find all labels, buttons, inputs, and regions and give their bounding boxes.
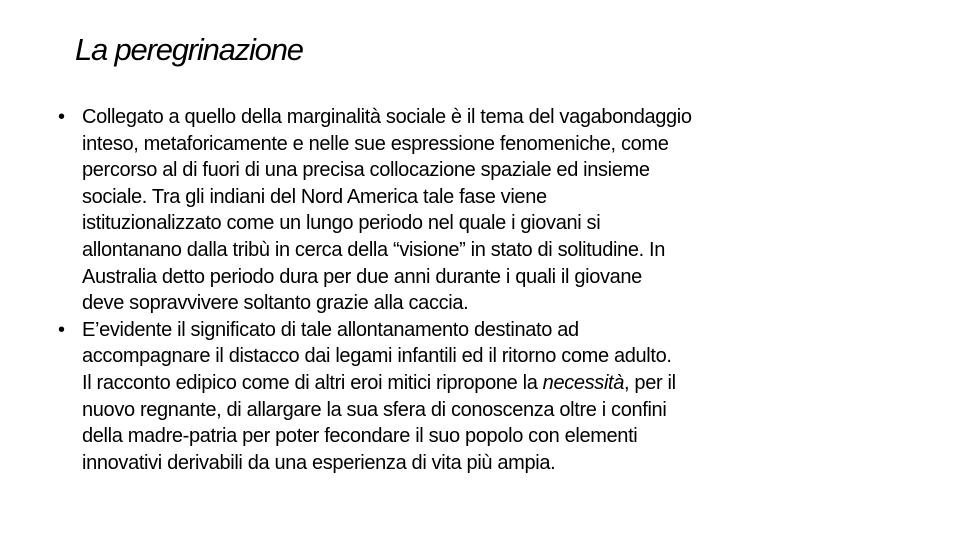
bullet-1-line-7: Australia detto periodo dura per due anni durante i quali il giovane [82, 265, 642, 288]
bullet-item [58, 104, 898, 317]
bullet-item [58, 317, 898, 477]
slide-body [58, 104, 898, 476]
bullet-1-line-1: Collegato a quello della marginalità sociale è il tema del vagabondaggio [82, 106, 692, 128]
bullet-1-line-2: inteso, metaforicamente e nelle sue espressione fenomeniche, come [82, 132, 669, 155]
bullet-2-line-1: E’evidente il significato di tale allontanamento destinato ad [82, 318, 579, 341]
bullet-2-line-3-end: , per il [624, 371, 676, 394]
bullet-2-line-4: nuovo regnante, di allargare la sua sfera di conoscenza oltre i confini [82, 398, 667, 421]
bullet-marker: • [58, 106, 65, 128]
bullet-2-line-3-start: Il racconto edipico come di altri eroi mitici ripropone la [82, 371, 543, 394]
bullet-1-line-8: deve sopravvivere soltanto grazie alla caccia. [82, 292, 469, 315]
bullet-1-line-6: allontanano dalla tribù in cerca della “visione” in stato di solitudine. In [82, 238, 665, 261]
slide-title: La peregrinazione [75, 32, 303, 67]
bullet-1-line-3: percorso al di fuori di una precisa collocazione spaziale ed insieme [82, 159, 650, 182]
emphasis-necessita: necessità [542, 371, 625, 394]
bullet-2-line-2: accompagnare il distacco dai legami infantili ed il ritorno come adulto. [82, 345, 672, 368]
bullet-1-line-5: istituzionalizzato come un lungo periodo nel quale i giovani si [82, 212, 601, 235]
bullet-2-line-6: innovativi derivabili da una esperienza di vita più ampia. [82, 451, 556, 474]
bullet-marker: • [58, 318, 65, 341]
bullet-1-line-4: sociale. Tra gli indiani del Nord America tale fase viene [82, 185, 547, 208]
bullet-2-line-5: della madre-patria per poter fecondare il suo popolo con elementi [82, 425, 638, 448]
bullet-2-line-3 [82, 370, 898, 397]
